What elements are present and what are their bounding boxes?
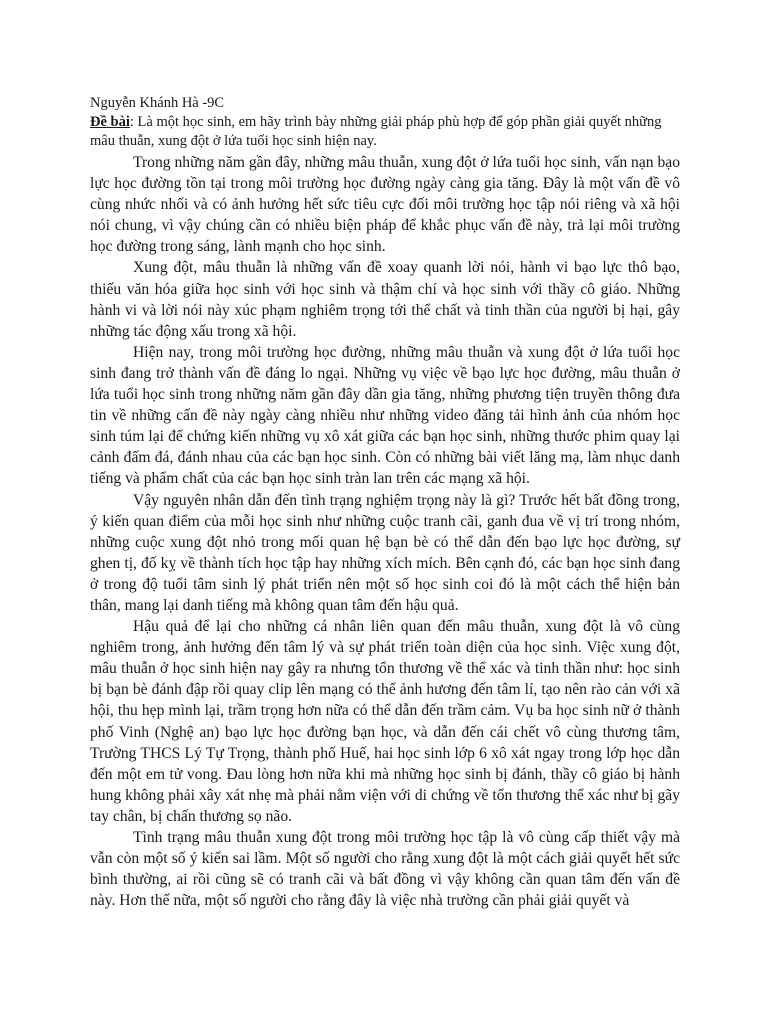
assignment-prompt [90,113,680,151]
paragraph-4: Vậy nguyên nhân dẫn đến tình trạng nghiệm trọng này là gì? Trước hết bất đồng trong, ý kiến quan điểm của mỗi học sinh như những cuộc tranh cãi, ganh đua về vị trí trong nhóm, những cuộc xung đột nhỏ trong mối quan hệ bạn bè có thể dẫn đến bạo lực học đường, sự ghen tị, đố kỵ về thành tích học tập hay những xích mích. Bên cạnh đó, các bạn học sinh đang ở trong độ tuổi tâm sinh lý phát triển nên một số học sinh coi đó là một cách thể hiện bản thân, mang lại danh tiếng mà không quan tâm đến hậu quả. [90,491,680,614]
paragraph-1: Trong những năm gần đây, những mâu thuẫn, xung đột ở lứa tuổi học sinh, vấn nạn bạo lực học đường tồn tại trong môi trường học đường ngày càng gia tăng. Đây là một vấn đề vô cùng nhức nhối và có ảnh hưởng hết sức tiêu cực đối môi trường học tập nói riêng và xã hội nói chung, vì vậy chúng cần có nhiều biện pháp để khắc phục vấn đề này, trả lại môi trường học đường trong sáng, lành mạnh cho học sinh. [90,154,680,256]
paragraph-3: Hiện nay, trong môi trường học đường, những mâu thuẫn và xung đột ở lứa tuổi học sinh đang trở thành vấn đề đáng lo ngại. Những vụ việc về bạo lực học đường, mâu thuẫn ở lứa tuổi học sinh trong những năm gần đây dần gia tăng, những phương tiện truyền thông đưa tin về những cấn đề này ngày càng nhiều như những video đăng tải hình ảnh của nhóm học sinh túm lại để chứng kiến những vụ xô xát giữa các bạn học sinh, những thước phim quay lại cảnh đấm đá, đánh nhau của các bạn học sinh. Còn có những bài viết lăng mạ, làm nhục danh tiếng và phẩm chất của các bạn học sinh tràn lan trên các mạng xã hội. [90,343,680,488]
paragraph-6: Tình trạng mâu thuẫn xung đột trong môi trường học tập là vô cùng cấp thiết vậy mà vẫn còn một số ý kiến sai lầm. Một số người cho rằng xung đột là một cách giải quyết hết sức bình thường, ai rồi cũng sẽ có tranh cãi và bất đồng vì vậy không cần quan tâm đến vấn đề này. Hơn thế nữa, một số người cho rằng đây là việc nhà trường cần phải giải quyết và [90,829,680,910]
prompt-text: : Là một học sinh, em hãy trình bày những giải pháp phù hợp để góp phần giải quyết những mâu thuẫn, xung đột ở lứa tuổi học sinh hiện nay. [90,114,662,149]
author-line: Nguyễn Khánh Hà -9C [90,95,225,111]
prompt-label: Đề bài [90,114,130,130]
document-page [90,94,680,911]
paragraph-2: Xung đột, mâu thuẫn là những vấn đề xoay quanh lời nói, hành vi bạo lực thô bạo, thiếu văn hóa giữa học sinh với học sinh và thậm chí và học sinh với thầy cô giáo. Những hành vi và lời nói này xúc phạm nghiêm trọng tới thể chất và tinh thần của người bị hại, gây những tác động xấu trong xã hội. [90,259,680,340]
paragraph-5: Hậu quả để lại cho những cá nhân liên quan đến mâu thuẫn, xung đột là vô cùng nghiêm trong, ảnh hưởng đến tâm lý và sự phát triển toàn diện của học sinh. Việc xung đột, mâu thuẫn ở học sinh hiện nay gây ra nhưng tổn thương về thể xác và tinh thần như: học sinh bị bạn bè đánh đập rồi quay clip lên mạng có thể ảnh hương đến tâm lí, tạo nên rào cản với xã hội, thu hẹp mình lại, trầm trọng hơn nữa có thể dẫn đến trầm cảm. Vụ ba học sinh nữ ở thành phố Vinh (Nghệ an) bạo lực học đường bạn học, và dẫn đến cái chết vô cùng thương tâm, Trường THCS Lý Tự Trọng, thành phố Huế, hai học sinh lớp 6 xô xát ngay trong lớp học dẫn đến một em tử vong. Đau lòng hơn nữa khi mà những học sinh bị đánh, thầy cô giáo bị hành hung không phải xây xát nhẹ mà phải nằm viện với di chứng về tổn thương thể xác như bị gãy tay chân, bị chấn thương sọ não. [90,618,680,825]
